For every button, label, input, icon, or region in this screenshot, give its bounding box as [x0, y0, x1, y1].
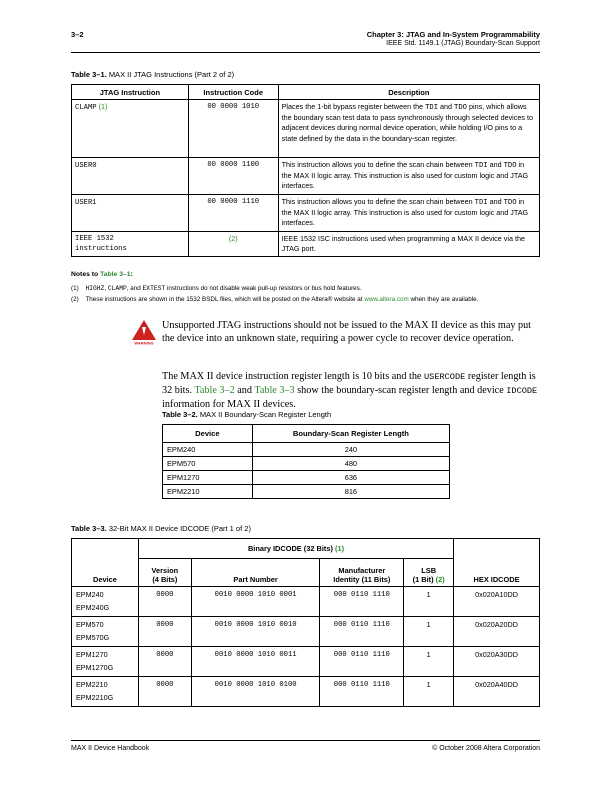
table3-caption-text: 32-Bit MAX II Device IDCODE (Part 1 of 2) [108, 524, 251, 533]
section-title: IEEE Std. 1149.1 (JTAG) Boundary-Scan Support [386, 40, 540, 47]
para-text: show the boundary-scan register length and device [297, 385, 504, 396]
device-cell: EPM240 [163, 443, 253, 457]
col-header-part: Part Number [191, 559, 320, 587]
table-row [72, 232, 540, 257]
code-highz: HIGHZ [85, 285, 105, 292]
table1-caption [71, 70, 234, 79]
code-tdi: TDI [474, 199, 488, 207]
manufacturer-cell: 000 0110 1110 [320, 617, 404, 647]
para-text: register length is 32 bits. [162, 371, 536, 396]
instruction-code: 00 0000 1110 [188, 195, 278, 232]
footnote-ref[interactable]: (1) [335, 544, 345, 553]
para-text: and [237, 385, 252, 396]
part-number-cell: 0010 0000 1010 0011 [191, 647, 320, 677]
warning-icon [131, 319, 157, 345]
note-text: and [130, 285, 141, 292]
note-text: when they are available. [410, 296, 479, 303]
col-header-lsb [404, 559, 454, 587]
device-name: EPM2210 [76, 680, 108, 689]
table-row [72, 587, 540, 617]
footnote-ref[interactable]: (1) [98, 102, 108, 111]
instruction-name: USER0 [75, 162, 97, 170]
table-header-row [163, 425, 450, 443]
instruction-name: instructions [75, 245, 127, 254]
length-cell: 240 [252, 443, 449, 457]
instruction-cell [72, 158, 189, 195]
notes-label: Notes to [71, 271, 99, 278]
length-cell: 480 [252, 457, 449, 471]
col-header-device: Device [163, 425, 253, 443]
note-text: instructions do not disable weak pull-up resistors or bus hold features. [166, 285, 362, 292]
instruction-code: 00 0000 1100 [188, 158, 278, 195]
instruction-cell [72, 232, 189, 257]
device-name: EPM570G [76, 632, 110, 642]
desc-text: and [489, 160, 502, 169]
device-cell [72, 647, 139, 677]
hex-idcode-cell: 0x020A20DD [454, 617, 540, 647]
header-rule [71, 52, 540, 53]
footnote-ref[interactable]: (2) [435, 575, 445, 584]
device-name: EPM240 [76, 590, 104, 599]
table-row [72, 617, 540, 647]
part-number-cell: 0010 0000 1010 0001 [191, 587, 320, 617]
device-cell [72, 587, 139, 617]
table-row [72, 158, 540, 195]
chapter-title: Chapter 3: JTAG and In-System Programmability [366, 30, 540, 39]
col-header-version [138, 559, 191, 587]
part-number-cell: 0010 0000 1010 0010 [191, 617, 320, 647]
desc-text: This instruction allows you to define the scan chain between [281, 160, 473, 169]
footer-rule [71, 740, 540, 741]
desc-text: and [489, 197, 502, 206]
col-header-hex: HEX IDCODE [454, 539, 540, 587]
version-cell: 0000 [138, 677, 191, 707]
desc-text: in the MAX II logic array. This instruction is also used for custom logic and JTAG interfaces. [281, 197, 529, 228]
table1-notes-title [71, 271, 133, 278]
table3-caption [71, 524, 251, 533]
instruction-description [278, 100, 539, 158]
jtag-instructions-table [71, 84, 540, 257]
footnote-ref[interactable]: (2) [188, 232, 278, 257]
table-3-2-link[interactable]: Table 3–2 [194, 385, 235, 396]
hex-idcode-cell: 0x020A10DD [454, 587, 540, 617]
part-number-cell: 0010 0000 1010 0100 [191, 677, 320, 707]
col-header-length: Boundary-Scan Register Length [252, 425, 449, 443]
device-name: EPM1270 [76, 650, 108, 659]
desc-text: pins, which allows the boundary scan test data to pass synchronously through selected devices to adjacent devices during normal device operation, while holding I/O pins to a state defined by the data in the boundary-scan register. [281, 102, 533, 143]
manufacturer-cell: 000 0110 1110 [320, 647, 404, 677]
manufacturer-cell: 000 0110 1110 [320, 587, 404, 617]
instruction-name: USER1 [75, 199, 97, 207]
instruction-code: 00 0000 1010 [188, 100, 278, 158]
group-header-text: Binary IDCODE (32 Bits) [247, 544, 333, 553]
para-text: The MAX II device instruction register length is 10 bits and the [162, 371, 422, 382]
col-header-binary-idcode [138, 539, 453, 559]
table1-caption-id: Table 3–1. [71, 70, 107, 79]
header-line: Manufacturer [338, 566, 386, 575]
col-header-device: Device [72, 539, 139, 587]
device-cell [72, 677, 139, 707]
altera-website-link[interactable]: www.altera.com [364, 296, 409, 303]
table2-caption [162, 410, 331, 419]
footer-handbook: MAX II Device Handbook [71, 745, 150, 752]
code-tdo: TDO [503, 199, 517, 207]
notes-colon: : [130, 271, 133, 278]
lsb-cell: 1 [404, 587, 454, 617]
manufacturer-cell: 000 0110 1110 [320, 677, 404, 707]
code-tdi: TDI [474, 162, 488, 170]
code-tdo: TDO [503, 162, 517, 170]
warning-text: Unsupported JTAG instructions should not be issued to the MAX II device as this may put the device into an unknown state, requiring a power cycle to recover device operation. [162, 320, 532, 344]
col-header-description: Description [278, 85, 539, 100]
code-idcode: IDCODE [506, 386, 538, 396]
desc-text: This instruction allows you to define the scan chain between [281, 197, 473, 206]
code-tdo: TDO [454, 104, 467, 112]
header-line: LSB [421, 566, 437, 575]
code-clamp: CLAMP [107, 285, 127, 292]
instruction-description [278, 158, 539, 195]
device-name: EPM570 [76, 620, 104, 629]
device-name: EPM1270G [76, 662, 114, 672]
table-row [163, 471, 450, 485]
desc-text: in the MAX II logic array. This instruction is also used for custom logic and JTAG interfaces. [281, 160, 529, 191]
lsb-cell: 1 [404, 647, 454, 677]
lsb-cell: 1 [404, 617, 454, 647]
header-line: (4 Bits) [152, 575, 178, 584]
hex-idcode-cell: 0x020A30DD [454, 647, 540, 677]
footer-copyright: © October 2008 Altera Corporation [432, 745, 540, 752]
instruction-description [278, 195, 539, 232]
boundary-scan-length-table [162, 424, 450, 499]
note-1: (1) HIGHZ, CLAMP, and EXTEST instructions do not disable weak pull-up resistors or bus hold features. [71, 285, 362, 292]
table-row [72, 647, 540, 677]
table-row [163, 457, 450, 471]
instruction-name: CLAMP [75, 104, 97, 112]
table-3-3-link[interactable]: Table 3–3 [254, 385, 295, 396]
hex-idcode-cell: 0x020A40DD [454, 677, 540, 707]
table-row [163, 485, 450, 499]
instruction-description: IEEE 1532 ISC instructions used when programming a MAX II device via the JTAG port. [278, 232, 539, 257]
desc-text: and [440, 102, 453, 111]
note-text: These instructions are shown in the 1532 BSDL files, which will be posted on the Altera® website at [85, 296, 363, 303]
table-row [72, 195, 540, 232]
table-row [72, 677, 540, 707]
code-tdi: TDI [425, 104, 439, 112]
version-cell: 0000 [138, 587, 191, 617]
desc-text: Places the 1-bit bypass register between the [281, 102, 424, 111]
note-number: (2) [71, 296, 79, 303]
col-header-manufacturer [320, 559, 404, 587]
table1-caption-text: MAX II JTAG Instructions (Part 2 of 2) [108, 70, 235, 79]
col-header-code: Instruction Code [188, 85, 278, 100]
device-cell [72, 617, 139, 647]
header-line: (1 Bit) [412, 575, 434, 584]
note-2 [71, 296, 478, 303]
table-row [163, 443, 450, 457]
instruction-name: IEEE 1532 [75, 235, 114, 243]
warning-triangle-icon [131, 319, 157, 345]
table2-caption-id: Table 3–2. [162, 410, 198, 419]
device-name: EPM240G [76, 602, 110, 612]
note-number: (1) [71, 285, 79, 292]
header-line: Identity (11 Bits) [333, 575, 391, 584]
length-cell: 636 [252, 471, 449, 485]
table2-caption-text: MAX II Boundary-Scan Register Length [199, 410, 332, 419]
table-header-row [72, 539, 540, 559]
version-cell: 0000 [138, 647, 191, 677]
instruction-cell [72, 100, 189, 158]
header-line: Version [151, 566, 179, 575]
device-cell: EPM570 [163, 457, 253, 471]
col-header-instruction: JTAG Instruction [72, 85, 189, 100]
device-name: EPM2210G [76, 692, 114, 702]
lsb-cell: 1 [404, 677, 454, 707]
table3-caption-id: Table 3–3. [71, 524, 107, 533]
page-number: 3–2 [71, 30, 84, 39]
code-usercode: USERCODE [424, 372, 466, 382]
svg-text:WARNING: WARNING [134, 340, 154, 345]
idcode-table [71, 538, 540, 707]
body-paragraph [162, 370, 542, 411]
length-cell: 816 [252, 485, 449, 499]
instruction-cell [72, 195, 189, 232]
code-extest: EXTEST [142, 285, 166, 292]
para-text: information for MAX II devices. [162, 399, 296, 410]
version-cell: 0000 [138, 617, 191, 647]
table-row [72, 100, 540, 158]
notes-table-link[interactable]: Table 3–1 [100, 271, 131, 278]
device-cell: EPM2210 [163, 485, 253, 499]
table-header-row [72, 85, 540, 100]
device-cell: EPM1270 [163, 471, 253, 485]
